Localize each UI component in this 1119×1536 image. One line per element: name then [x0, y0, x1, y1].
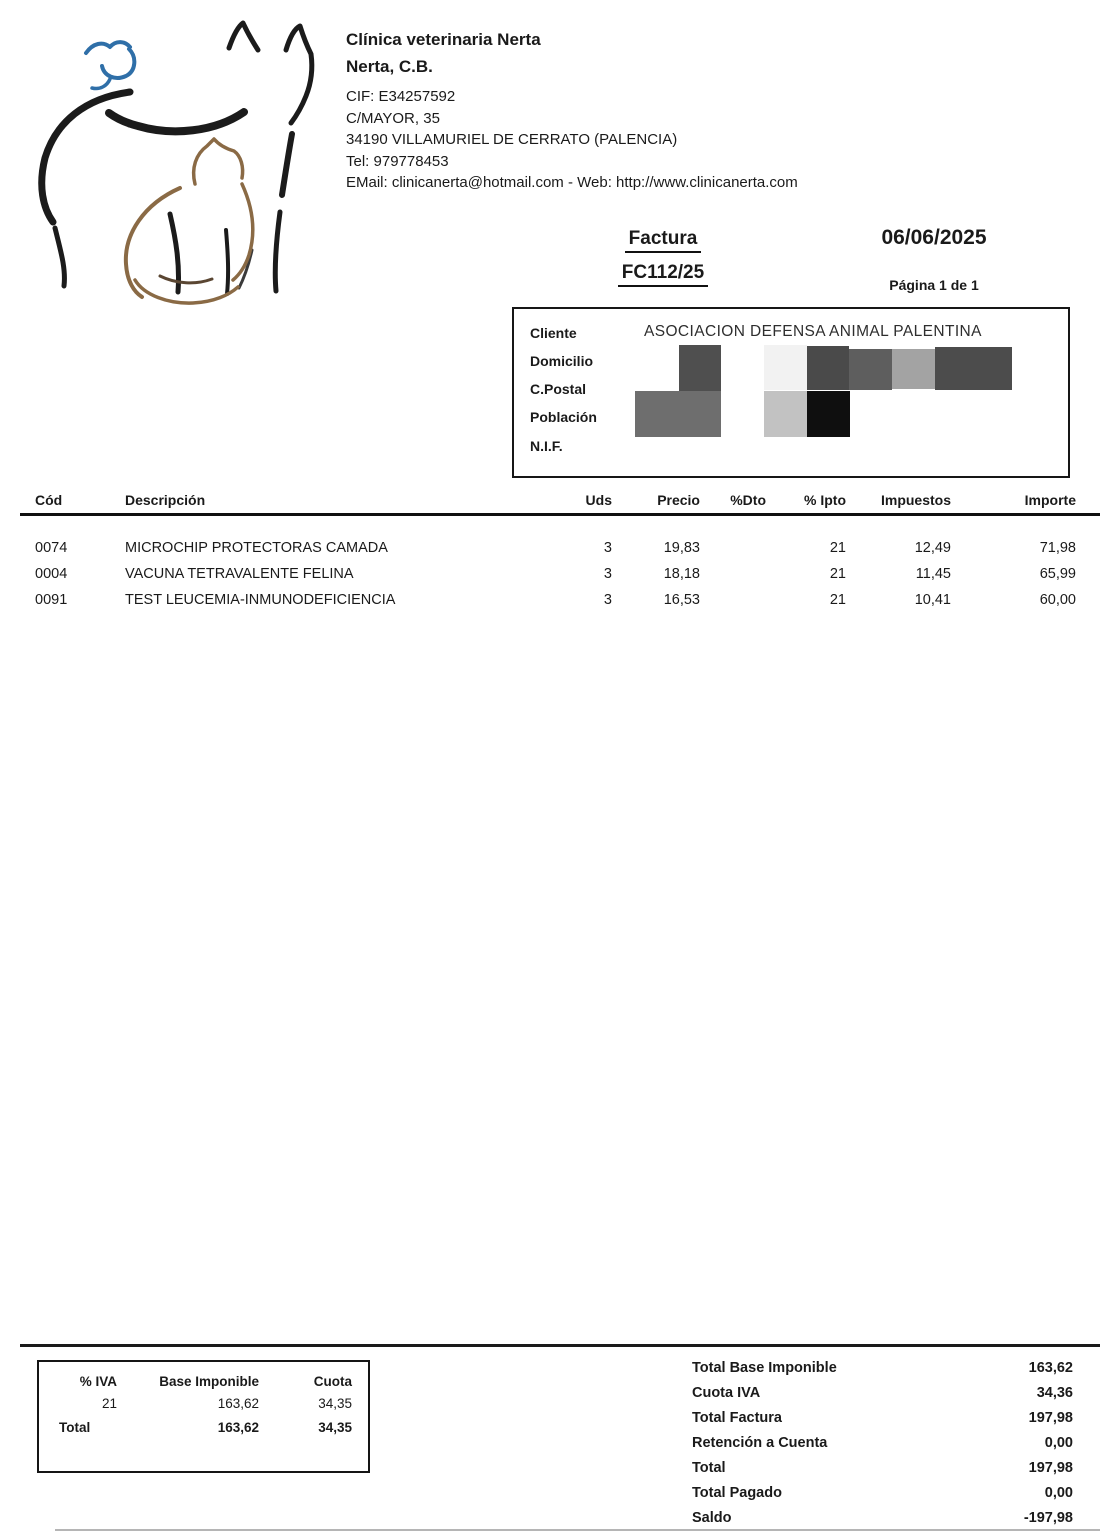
invoice-title-block	[583, 228, 743, 287]
iva-total-base: 163,62	[217, 1420, 259, 1435]
total-value: 197,98	[1028, 1409, 1073, 1426]
bird-lineart	[86, 42, 134, 88]
redaction-block	[807, 346, 849, 390]
item-ipto: 21	[829, 566, 846, 582]
redaction-block	[679, 345, 721, 391]
total-value: 197,98	[1028, 1459, 1073, 1476]
invoice-number: FC112/25	[618, 262, 708, 287]
total-label: Total Factura	[692, 1409, 782, 1426]
client-label-poblacion: Población	[530, 409, 597, 425]
item-impuestos: 10,41	[914, 592, 951, 608]
clinic-address: C/MAYOR, 35	[346, 109, 440, 127]
invoice-doc-type: Factura	[625, 228, 702, 253]
col-header-uds: Uds	[565, 492, 632, 515]
item-uds: 3	[603, 566, 612, 582]
redaction-block	[935, 347, 1012, 390]
item-impuestos: 12,49	[914, 540, 951, 556]
col-header-descripcion: Descripción	[110, 492, 565, 515]
total-label: Retención a Cuenta	[692, 1434, 828, 1451]
total-label: Cuota IVA	[692, 1384, 761, 1401]
cat-lineart	[126, 139, 253, 303]
redaction-block	[849, 349, 892, 390]
item-importe: 60,00	[1039, 592, 1076, 608]
item-dto	[720, 586, 786, 612]
col-header-cod: Cód	[20, 492, 110, 515]
total-row-base-imponible	[692, 1355, 1073, 1380]
total-label: Saldo	[692, 1509, 732, 1526]
iva-cuota: 34,35	[318, 1396, 352, 1411]
client-label-cpostal: C.Postal	[530, 381, 587, 397]
iva-header-row	[39, 1374, 368, 1389]
items-header-row	[20, 492, 1100, 515]
item-cod: 0004	[35, 566, 68, 582]
item-descripcion: VACUNA TETRAVALENTE FELINA	[125, 566, 354, 582]
col-header-importe: Importe	[971, 492, 1100, 515]
clinic-contact: EMail: clinicanerta@hotmail.com - Web: http://www.clinicanerta.com	[346, 174, 798, 191]
item-uds: 3	[603, 592, 612, 608]
total-row-pagado	[692, 1480, 1073, 1505]
invoice-date-block	[849, 226, 1019, 293]
item-ipto: 21	[829, 592, 846, 608]
item-descripcion: TEST LEUCEMIA-INMUNODEFICIENCIA	[125, 592, 396, 608]
item-precio: 18,18	[663, 566, 700, 582]
total-row-retencion	[692, 1430, 1073, 1455]
client-label-domicilio: Domicilio	[530, 353, 594, 369]
item-ipto: 21	[829, 540, 846, 556]
redaction-block	[807, 391, 850, 437]
redaction-block	[764, 391, 807, 437]
iva-total-row	[39, 1420, 368, 1435]
client-label-cliente: Cliente	[530, 325, 577, 341]
redaction-block	[635, 391, 721, 437]
item-uds: 3	[603, 540, 612, 556]
clinic-phone: Tel: 979778453	[346, 152, 449, 170]
iva-base: 163,62	[217, 1396, 259, 1411]
client-box	[512, 307, 1070, 478]
totals-section	[692, 1355, 1073, 1530]
iva-rate: 21	[101, 1396, 117, 1411]
item-importe: 65,99	[1039, 566, 1076, 582]
table-row	[20, 515, 1100, 561]
col-header-impuestos: Impuestos	[864, 492, 971, 515]
total-value: 0,00	[1044, 1434, 1073, 1451]
total-value: 34,36	[1036, 1384, 1073, 1401]
invoice-date: 06/06/2025	[881, 226, 987, 249]
iva-header-cuota: Cuota	[313, 1374, 352, 1389]
item-cod: 0091	[35, 592, 68, 608]
clinic-company: Nerta, C.B.	[346, 57, 433, 76]
client-label-nif: N.I.F.	[530, 438, 563, 454]
table-row	[20, 586, 1100, 612]
clinic-info	[346, 30, 906, 194]
total-label: Total Base Imponible	[692, 1359, 837, 1376]
total-row-saldo	[692, 1505, 1073, 1530]
item-cod: 0074	[35, 540, 68, 556]
iva-total-label: Total	[59, 1420, 91, 1435]
total-value: 163,62	[1028, 1359, 1073, 1376]
page-indicator: Página 1 de 1	[889, 277, 979, 293]
redaction-block	[892, 349, 935, 389]
clinic-name: Clínica veterinaria Nerta	[346, 30, 541, 49]
clinic-cif: CIF: E34257592	[346, 88, 456, 105]
client-name: ASOCIACION DEFENSA ANIMAL PALENTINA	[644, 323, 982, 340]
item-dto	[720, 515, 786, 561]
total-label: Total Pagado	[692, 1484, 782, 1501]
total-value: 0,00	[1044, 1484, 1073, 1501]
col-header-ipto: % Ipto	[786, 492, 864, 515]
total-label: Total	[692, 1459, 726, 1476]
item-impuestos: 11,45	[915, 566, 951, 582]
item-dto	[720, 560, 786, 586]
bottom-section-rule	[20, 1344, 1100, 1347]
iva-header-pct: % IVA	[79, 1374, 117, 1389]
redaction-block	[764, 345, 807, 390]
col-header-precio: Precio	[632, 492, 720, 515]
iva-value-row	[39, 1396, 368, 1411]
clinic-logo	[30, 18, 325, 310]
col-header-dto: %Dto	[720, 492, 786, 515]
items-table	[20, 492, 1100, 612]
footer-line	[55, 1529, 1100, 1531]
table-row	[20, 560, 1100, 586]
total-row-total-factura	[692, 1405, 1073, 1430]
total-value: -197,98	[1023, 1509, 1073, 1526]
iva-header-base: Base Imponible	[159, 1374, 259, 1389]
clinic-city: 34190 VILLAMURIEL DE CERRATO (PALENCIA)	[346, 131, 678, 148]
item-descripcion: MICROCHIP PROTECTORAS CAMADA	[125, 540, 388, 556]
iva-total-cuota: 34,35	[318, 1420, 352, 1435]
iva-summary-box	[37, 1360, 370, 1473]
item-importe: 71,98	[1039, 540, 1076, 556]
dog-lineart	[42, 23, 312, 294]
item-precio: 19,83	[663, 540, 700, 556]
item-precio: 16,53	[663, 592, 700, 608]
total-row-total	[692, 1455, 1073, 1480]
total-row-cuota-iva	[692, 1380, 1073, 1405]
